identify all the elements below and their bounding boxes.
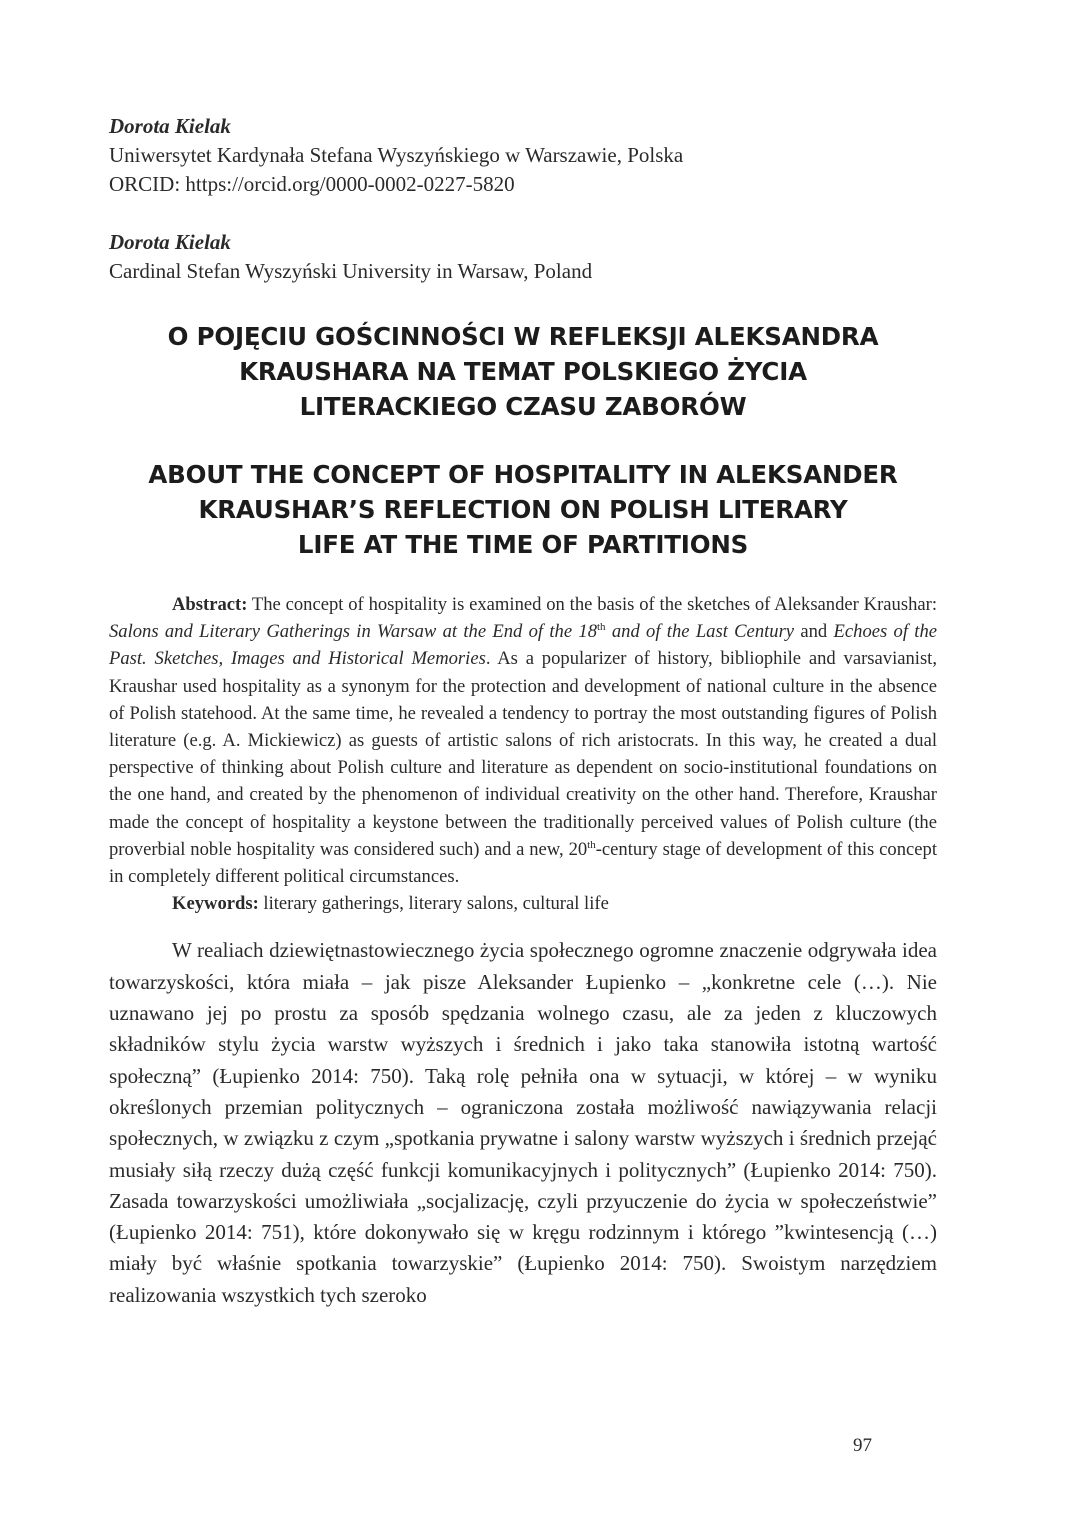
- affiliation: Uniwersytet Kardynała Stefana Wyszyńskiego w Warszawie, Polska: [109, 143, 684, 167]
- keywords-label: Keywords:: [172, 893, 259, 915]
- page-content: [109, 112, 937, 1311]
- page-number: 97: [853, 1435, 872, 1456]
- title-polish: [109, 319, 937, 424]
- title-line: LITERACKIEGO CZASU ZABORÓW: [299, 392, 747, 421]
- title-line: ABOUT THE CONCEPT OF HOSPITALITY IN ALEKSANDER: [148, 460, 898, 489]
- body-paragraph: W realiach dziewiętnastowiecznego życia społecznego ogromne znaczenie odgrywała idea towarzyskości, która miała – jak pisze Aleksander Łupienko – „konkretne cele (…). Nie uznawano jej po prostu za sposób spędzania wolnego czasu, ale za jeden z kluczowych składników stylu życia warstw wyższych i średnich i jako taka stanowiła istotną wartość społeczną” (Łupienko 2014: 750). Taką rolę pełniła ona w sytuacji, w której – w wyniku określonych przemian politycznych – ograniczona została możliwość nawiązywania relacji społecznych, w związku z czym „spotkania prywatne i salony warstw wyższych i średnich przejąć musiały siłą rzeczy dużą część funkcji komunikacyjnych i politycznych” (Łupienko 2014: 750). Zasada towarzyskości umożliwiała „socjalizację, czyli przyuczenie do życia w społeczeństwie” (Łupienko 2014: 751), które dokonywało się w kręgu rodzinnym i którego ”kwintesencją (…) miały być właśnie spotkania towarzyskie” (Łupienko 2014: 750). Swoistym narzędziem realizowania wszystkich tych szeroko: [109, 938, 937, 1307]
- author-block-en: [109, 228, 937, 286]
- author-name: Dorota Kielak: [109, 230, 231, 254]
- author-name: Dorota Kielak: [109, 114, 231, 138]
- title-line: KRAUSHARA NA TEMAT POLSKIEGO ŻYCIA: [239, 357, 807, 386]
- author-block-pl: [109, 112, 937, 199]
- abstract-label: Abstract:: [172, 594, 248, 615]
- title-line: LIFE AT THE TIME OF PARTITIONS: [297, 530, 749, 559]
- title-line: KRAUSHAR’S REFLECTION ON POLISH LITERARY: [198, 495, 848, 524]
- title-line: O POJĘCIU GOŚCINNOŚCI W REFLEKSJI ALEKSANDRA: [167, 322, 879, 351]
- orcid: ORCID: https://orcid.org/0000-0002-0227-5820: [109, 172, 515, 196]
- keywords: Keywords: literary gatherings, literary salons, cultural life: [172, 893, 609, 915]
- title-english: [109, 457, 937, 562]
- affiliation: Cardinal Stefan Wyszyński University in Warsaw, Poland: [109, 259, 593, 283]
- abstract: Abstract: The concept of hospitality is examined on the basis of the sketches of Aleksander Kraushar: Salons and Literary Gatherings in Warsaw at the End of the 18th and of the Last Century and Echoes of the Past. Sketches, Images and Historical Memories. As a popularizer of history, bibliophile and varsavianist, Kraushar used hospitality as a synonym for the protection and development of national culture in the absence of Polish statehood. At the same time, he revealed a tendency to portray the most outstanding figures of Polish literature (e.g. A. Mickiewicz) as guests of artistic salons of rich aristocrats. In this way, he created a dual perspective of thinking about Polish culture and literature as dependent on socio-institutional foundations on the one hand, and created by the phenomenon of individual creativity on the other hand. Therefore, Kraushar made the concept of hospitality a keystone between the traditionally perceived values of Polish culture (the proverbial noble hospitality was considered such) and a new, 20th-century stage of development of this concept in completely different political circumstances.: [109, 594, 937, 888]
